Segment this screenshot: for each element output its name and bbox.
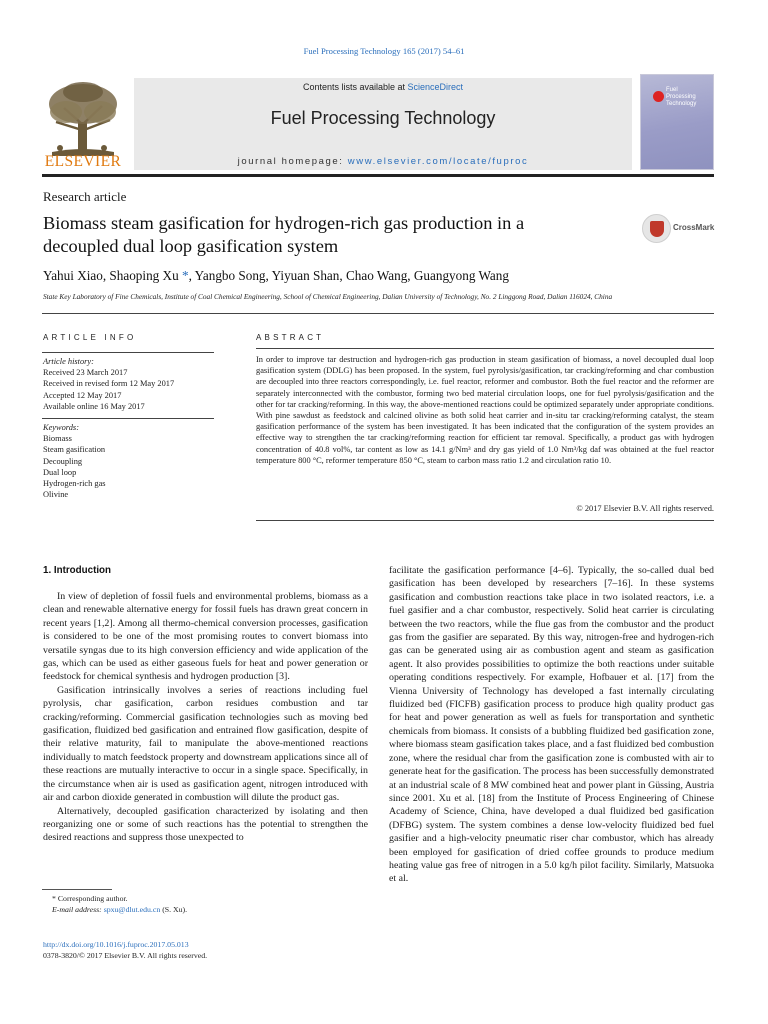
abstract-rule: [256, 348, 714, 349]
keywords-rule: [42, 418, 214, 419]
keywords-block: [43, 422, 106, 500]
history-item: Received 23 March 2017: [43, 368, 128, 378]
issn-copyright: 0378-3820/© 2017 Elsevier B.V. All rights reserved.: [43, 951, 208, 960]
keyword: Olivine: [43, 490, 69, 500]
body-column-right: [389, 564, 714, 886]
history-label: Article history:: [43, 357, 94, 366]
authors-rest: , Yangbo Song, Yiyuan Shan, Chao Wang, Guangyong Wang: [188, 268, 509, 283]
footnote-rule: [42, 889, 112, 890]
corresponding-author-footnote: * Corresponding author.: [52, 894, 128, 903]
crossmark-badge[interactable]: [642, 214, 716, 244]
email-link[interactable]: spxu@dlut.edu.cn: [103, 905, 161, 914]
keyword: Biomass: [43, 434, 72, 444]
history-item: Accepted 12 May 2017: [43, 390, 122, 400]
history-item: Available online 16 May 2017: [43, 401, 145, 411]
keyword: Steam gasification: [43, 445, 106, 455]
email-footnote: [52, 905, 187, 915]
journal-homepage-link[interactable]: www.elsevier.com/locate/fuproc: [347, 156, 529, 167]
article-type: Research article: [43, 189, 127, 204]
journal-reference[interactable]: Fuel Processing Technology 165 (2017) 54–61: [303, 46, 465, 56]
body-paragraph: In view of depletion of fossil fuels and environmental problems, biomass as a clean and renewable alternative energy for fossil fuels has drawn great concern in recent years [1,2]. Among all thermo-chemical conversion processes, gasification is considered to be one of the most promising routes to convert biomass into versatile syngas due to its high conversion efficiency and wide application of the gas, which can be used as either gaseous fuels for heat and power generation or feedstock for chemical synthesis and hydrogen production [3].: [43, 591, 368, 683]
body-paragraph: Alternatively, decoupled gasification characterized by isolating and then reorganizing one or some of such reactions has the potential to strengthen the desired reactions and suppress those unexpected to: [43, 805, 368, 844]
doi-link[interactable]: http://dx.doi.org/10.1016/j.fuproc.2017.05.013: [43, 940, 189, 949]
authors-first: Yahui Xiao, Shaoping Xu: [43, 268, 179, 283]
cover-logo-icon: [653, 91, 664, 102]
author-affiliation: State Key Laboratory of Fine Chemicals, Institute of Coal Chemical Engineering, School of Chemical Engineering, Dalian University of Technology, No. 2 Linggong Road, Dalian 116024, China: [43, 292, 613, 301]
homepage-prefix: journal homepage:: [237, 156, 348, 167]
journal-cover-thumbnail: [640, 74, 714, 170]
abstract-heading: ABSTRACT: [256, 333, 325, 342]
crossmark-label: CrossMark: [673, 223, 715, 232]
corresponding-author-marker[interactable]: *: [178, 268, 189, 283]
cover-title-line: Processing: [666, 94, 696, 100]
keyword: Hydrogen-rich gas: [43, 479, 106, 489]
journal-banner: [134, 78, 632, 170]
abstract-bottom-rule: [256, 520, 714, 521]
email-label: E-mail address:: [52, 905, 104, 914]
article-info-heading: ARTICLE INFO: [43, 333, 137, 342]
sciencedirect-link[interactable]: ScienceDirect: [407, 82, 464, 92]
keyword: Dual loop: [43, 467, 77, 477]
contents-prefix: Contents lists available at: [302, 82, 408, 92]
keywords-label: Keywords:: [43, 423, 79, 432]
masthead-divider: [42, 174, 714, 177]
cover-title: [666, 87, 696, 108]
journal-title: Fuel Processing Technology: [270, 108, 496, 128]
article-info-rule: [42, 352, 214, 353]
author-list: [43, 268, 509, 284]
contents-available-line: [134, 82, 632, 92]
body-paragraph: facilitate the gasification performance [4–6]. Typically, the so-called dual bed gasification has been developed by researchers [7–16]. In these systems gasification and combustion reactions take place in two isolated reactors, i.e. a fuel gasifier and a char combustor, respectively. Solid heat carrier is circulating between the two reactors, while the flue gas from the combustor and the product gas from the gasifier are separated. By this way, nitrogen-free and hydrogen-rich gas can be generated using air as combustion agent and steam as gasification agent. It also provides possibilities to optimize the both reactions under suitable operating conditions respectively. For example, Hofbauer et al. [17] from the Vienna University of Technology has developed a fast internally circulating fluidized bed (FICFB) gasification process to produce high quality product gas for heat and power generation as well as fuels for transportation and synthetic chemicals from biomass. It consists of a bubbling fluidized bed gasification zone, where biomass steam gasification takes place, and a fast fluidized bed combustion zone, where the residual char from the gasification zone is combusted with air to generate heat for the gasification. The process has been successfully demonstrated at an industrial scale of 8 MW combined heat and power plant in Güssing, Austria since 2001. Xu et al. [18] from the Institute of Process Engineering of Chinese Academy of Science, China, have developed a dual fluidized bed gasification (DFBG) system. The system combines a dense low-velocity fluidized bed fuel gasifier and a high-velocity pneumatic riser char combustor, which has already been employed for gasification of dried coffee grounds to produce medium heating value gas free of nitrogen in a 5.0 kg/h pilot facility. Similarly, Matsuoka et al.: [389, 565, 714, 885]
body-paragraph: Gasification intrinsically involves a series of reactions including fuel pyrolysis, char gasification, carbon residues combustion and tar cracking/reforming. Commercial gasification technologies such as moving bed gasification, fluidized bed gasification and entrained flow gasification, despite of their relative maturity, fail to manipulate the above-mentioned reactions individually to match feedstock property and downstream applications since all of these reactions are mutually interactive to occur in a single space. Specifically, in the circumstance when air is used as gasification agent, nitrogen introduced with air and carbon dioxide generated in combustion will dilute the product gas.: [43, 684, 368, 804]
abstract-copyright: © 2017 Elsevier B.V. All rights reserved.: [576, 504, 714, 513]
header-divider: [42, 313, 714, 314]
article-title: Biomass steam gasification for hydrogen-rich gas production in a decoupled dual loop gasification system: [43, 213, 525, 256]
cover-title-line: Fuel: [666, 87, 678, 93]
crossmark-icon: [642, 214, 671, 243]
cover-title-line: Technology: [666, 101, 697, 107]
journal-homepage-line: [134, 156, 632, 167]
publisher-name: ELSEVIER: [44, 153, 122, 170]
journal-masthead: [42, 74, 714, 170]
keyword: Decoupling: [43, 456, 83, 466]
history-item: Received in revised form 12 May 2017: [43, 379, 175, 389]
section-heading-introduction: 1. Introduction: [43, 565, 112, 576]
body-column-left: [43, 590, 368, 845]
abstract-text: In order to improve tar destruction and hydrogen-rich gas production in steam gasification of biomass, a novel decoupled dual loop gasification system (DDLG) has been proposed. In the system, fuel pyrolysis/gasification, tar cracking/reforming and char combustion are decoupled into three reactors correspondingly, i.e. fuel reactor, reformer and combustor. Both the fuel reactor and the reformer are separately interconnected with the combustor, forming two bed material circulation loops, one for fuel pyrolysis/gasification and the other for tar cracking/reforming. In this way, the above-mentioned reactions could be optimized separately under appropriate conditions. With pine sawdust as feedstock and calcined olivine as both solid heat carrier and in-situ tar cracking/reforming catalyst, the steam gasification performance of the system has been investigated. It has been indicated that the configuration of the system provides an effective way to strengthen the tar cracking/reforming reaction for efficient tar removal. Specifically, a product gas with hydrogen concentration of 40.8 vol%, tar content as low as 14.1 g/Nm³ and dry gas yield of 1.0 Nm³/kg daf was obtained at the fuel reactor temperature 800 °C, reformer temperature 850 °C, steam to carbon mass ratio 1.2 and circulation ratio 10.: [256, 355, 714, 465]
article-history: [43, 356, 174, 412]
email-suffix: (S. Xu).: [160, 905, 188, 914]
